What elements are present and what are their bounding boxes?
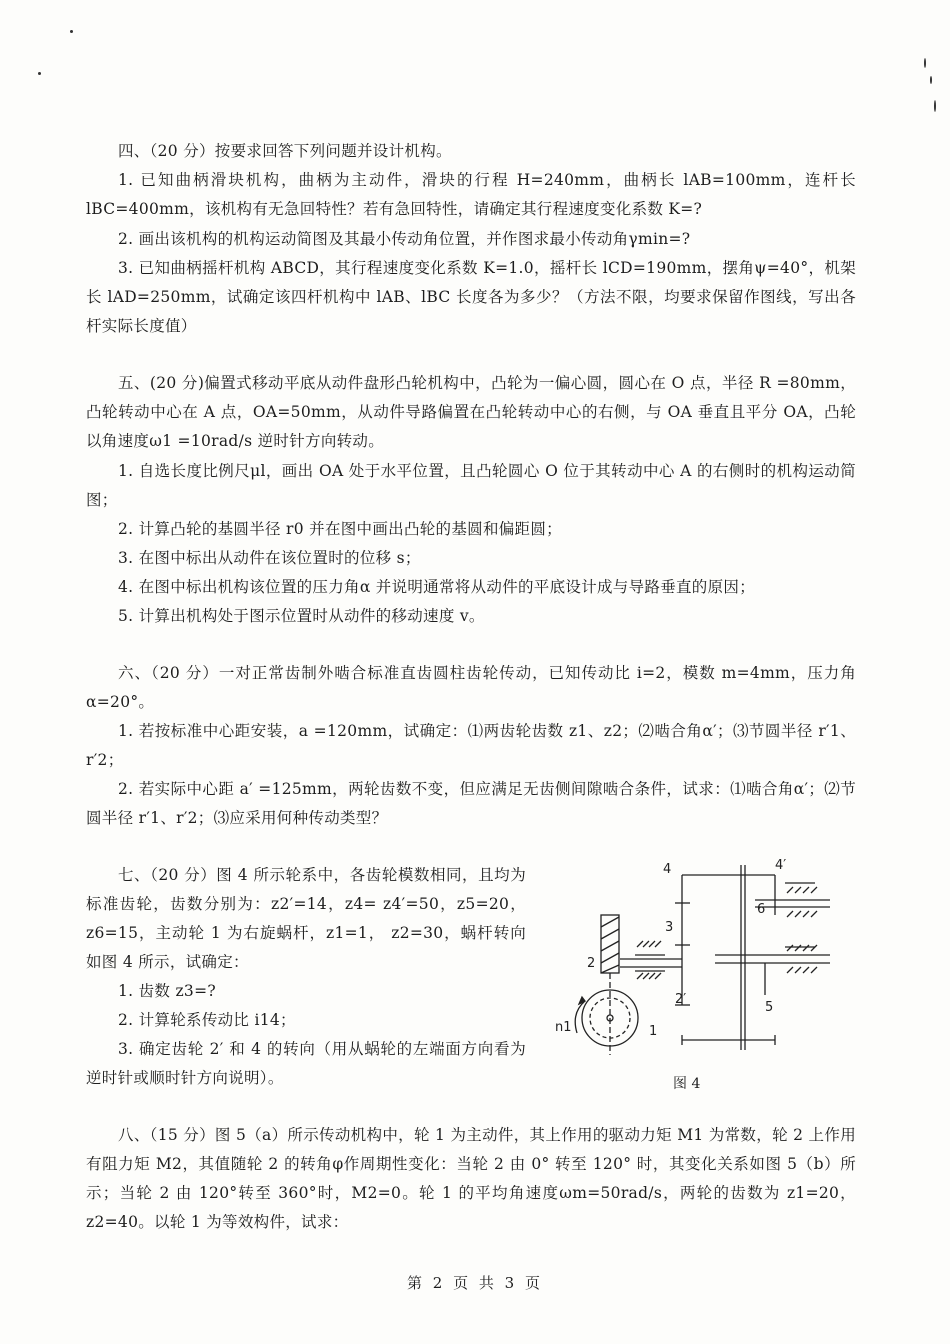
q6-item-1: 1. 若按标准中心距安装，a =120mm，试确定：⑴两齿轮齿数 z1、z2；⑵啮合角α′；⑶节圆半径 r′1、r′2； xyxy=(86,722,856,769)
fig-label-2prime: 2′ xyxy=(675,992,687,1007)
scan-speck xyxy=(930,76,932,84)
gear-2-body xyxy=(601,915,619,973)
q4-item-1: 1. 已知曲柄滑块机构，曲柄为主动件，滑块的行程 H=240mm，曲柄长 lAB=100mm，连杆长 lBC=400mm，该机构有无急回特性？若有急回特性，请确定其行程速度变化系数 K=? xyxy=(86,171,856,218)
q6-title: 六、（20 分）一对正常齿制外啮合标准直齿圆柱齿轮传动，已知传动比 i=2，模数 m=4mm，压力角α=20°。 xyxy=(86,664,856,711)
fig-label-4prime: 4′ xyxy=(775,858,787,873)
figure-4-caption: 图 4 xyxy=(673,1076,701,1092)
q7-item-3: 3. 确定齿轮 2′ 和 4 的转向（用从蜗轮的左端面方向看为逆时针或顺时针方向说明）。 xyxy=(86,1040,526,1087)
q7-item-2: 2. 计算轮系传动比 i14； xyxy=(118,1011,296,1029)
q5-item-1: 1. 自选长度比例尺μl，画出 OA 处于水平位置，且凸轮圆心 O 位于其转动中心 A 的右侧时的机构运动简图； xyxy=(86,462,856,509)
q5-item-5: 5. 计算出机构处于图示位置时从动件的移动速度 v。 xyxy=(118,607,485,625)
gear-train-diagram xyxy=(555,855,845,1065)
q5-title: 五、(20 分)偏置式移动平底从动件盘形凸轮机构中，凸轮为一偏心圆，圆心在 O 点，半径 R =80mm，凸轮转动中心在 A 点，OA=50mm，从动件导路偏置在凸轮转动中心的右侧，与 OA 垂直且平分 OA，凸轮以角速度ω1 =10rad/s 逆时针方向转动。 xyxy=(86,374,856,450)
q5-item-4: 4. 在图中标出机构该位置的压力角α 并说明通常将从动件的平底设计成与导路垂直的原因； xyxy=(118,578,756,596)
page-footer: 第 2 页 共 3 页 xyxy=(407,1274,543,1292)
q5-item-3: 3. 在图中标出从动件在该位置时的位移 s； xyxy=(118,549,421,567)
q4-item-2: 2. 画出该机构的机构运动简图及其最小传动角位置，并作图求最小传动角γmin=? xyxy=(118,230,691,248)
fig-label-2: 2 xyxy=(587,956,596,971)
fig-label-n1: n1 xyxy=(555,1020,572,1035)
figure-4 xyxy=(555,855,845,1095)
scan-speck xyxy=(934,100,936,112)
scan-speck xyxy=(70,30,73,33)
fig-label-6: 6 xyxy=(757,902,766,917)
q8-title: 八、（15 分）图 5（a）所示传动机构中，轮 1 为主动件，其上作用的驱动力矩 M1 为常数，轮 2 上作用有阻力矩 M2，其值随轮 2 的转角φ作周期性变化：当轮 2 由 0° 转至 120° 时，其变化关系如图 5（b）所示；当轮 2 由 120°转至 360°时，M2=0。轮 1 的平均角速度ωm=50rad/s，两轮的齿数为 z1=20， z2=40。以轮 1 为等效构件，试求： xyxy=(86,1126,856,1231)
fig-label-3: 3 xyxy=(665,920,674,935)
scan-speck xyxy=(924,58,926,68)
fig-label-5: 5 xyxy=(765,1000,774,1015)
fig-label-4: 4 xyxy=(663,862,672,877)
q4-item-3: 3. 已知曲柄摇杆机构 ABCD，其行程速度变化系数 K=1.0，摇杆长 lCD=190mm，摆角ψ=40°，机架长 lAD=250mm，试确定该四杆机构中 lAB、lBC 长度各为多少？（方法不限，均要求保留作图线，写出各杆实际长度值） xyxy=(86,259,856,335)
q7-item-1: 1. 齿数 z3=? xyxy=(118,982,216,1000)
fig-label-1: 1 xyxy=(649,1024,658,1039)
q5-item-2: 2. 计算凸轮的基圆半径 r0 并在图中画出凸轮的基圆和偏距圆； xyxy=(118,520,562,538)
q7-title: 七、（20 分）图 4 所示轮系中，各齿轮模数相同，且均为标准齿轮，齿数分别为：z2′=14，z4= z4′=50，z5=20，z6=15，主动轮 1 为右旋蜗杆，z1=1， z2=30，蜗杆转向如图 4 所示，试确定： xyxy=(86,866,526,971)
q6-item-2: 2. 若实际中心距 a′ =125mm，两轮齿数不变，但应满足无齿侧间隙啮合条件，试求：⑴啮合角α′；⑵节圆半径 r′1、r′2；⑶应采用何种传动类型？ xyxy=(86,780,856,827)
scan-speck xyxy=(38,72,41,75)
q4-title: 四、（20 分）按要求回答下列问题并设计机构。 xyxy=(118,142,452,160)
